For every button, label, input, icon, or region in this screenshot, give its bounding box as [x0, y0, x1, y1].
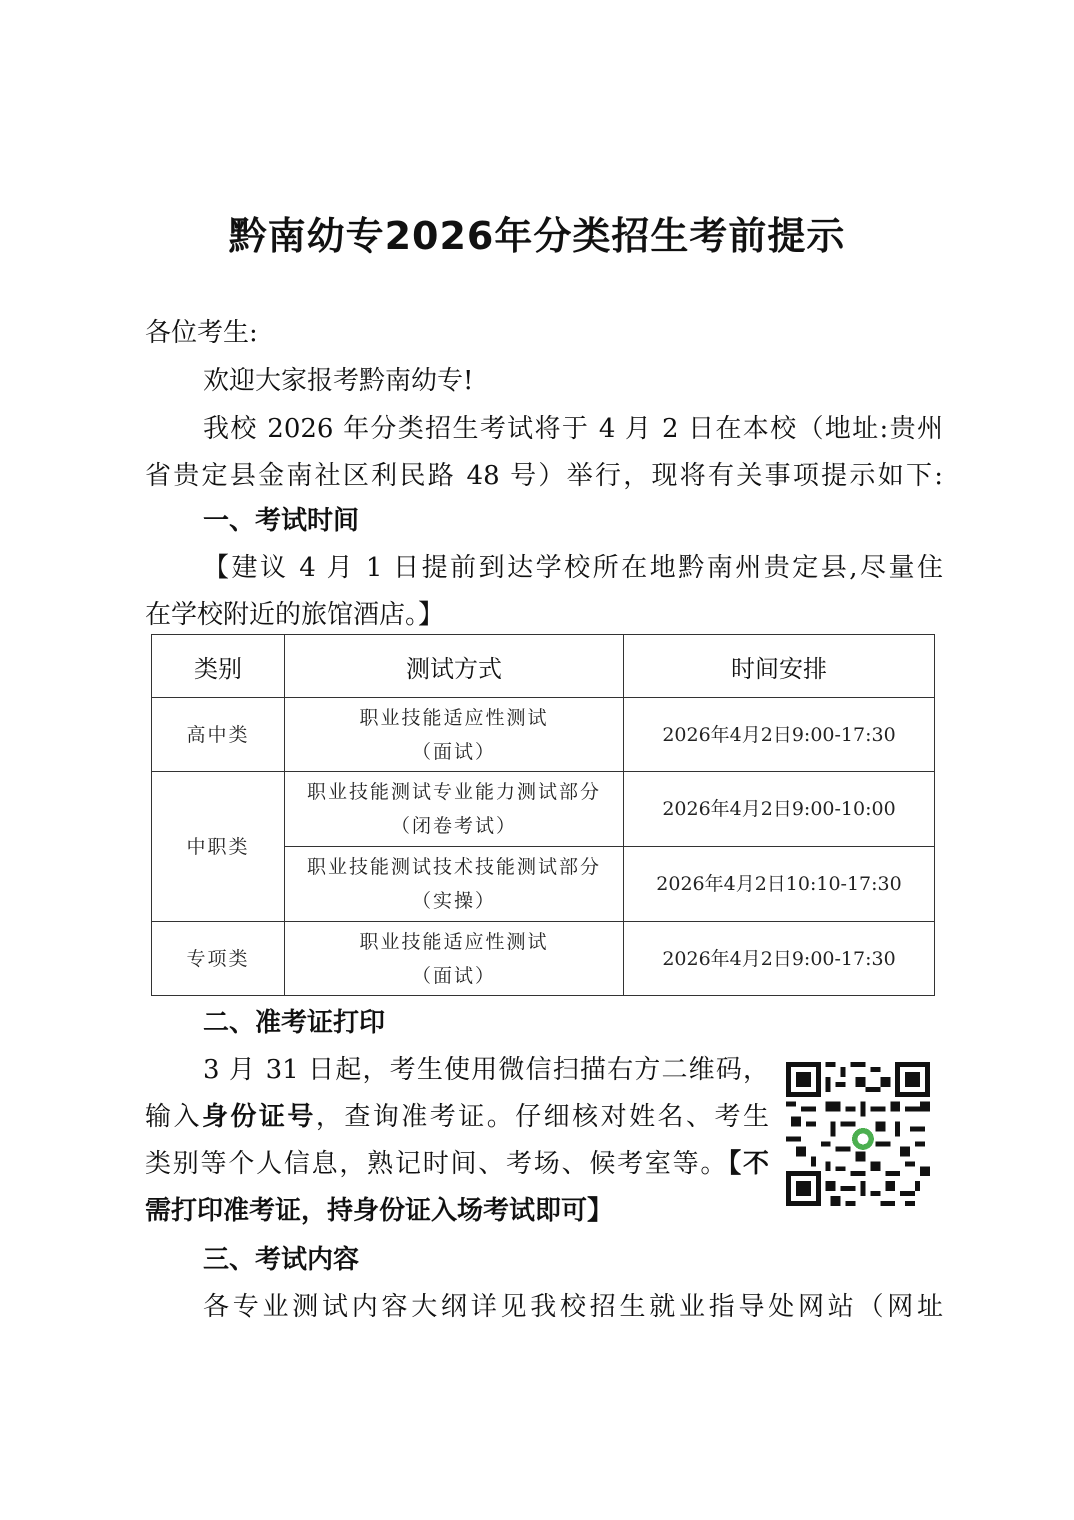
method-text: 职业技能适应性测试 [359, 706, 549, 729]
id-number-emphasis: 身份证号 [201, 1102, 316, 1132]
ticket-line-1: 3 月 31 日起，考生使用微信扫描右方二维码， [203, 1055, 769, 1085]
method-cell [285, 772, 624, 847]
table-row [152, 922, 935, 996]
ticket-line-3-bold: 【不 [728, 1149, 769, 1179]
advice-line-2: 在学校附近的旅馆酒店。】 [145, 600, 445, 630]
method-cell [285, 847, 624, 922]
method-format: （面试） [411, 964, 496, 987]
method-text: 职业技能测试专业能力测试部分 [306, 781, 601, 803]
advice-line-1: 【建议 4 月 1 日提前到达学校所在地黔南州贵定县,尽量住 [203, 553, 943, 583]
ticket-line-3 [145, 1149, 769, 1179]
intro-line-1: 我校 2026 年分类招生考试将于 4 月 2 日在本校（地址:贵州 [203, 414, 943, 444]
method-text: 职业技能适应性测试 [359, 930, 549, 953]
ticket-line-3-pre: 类别等个人信息，熟记时间、考场、候考室等。 [145, 1149, 729, 1179]
category-cell: 高中类 [152, 698, 285, 772]
section-heading-admission-ticket: 二、准考证打印 [203, 1008, 386, 1038]
table-row [152, 698, 935, 772]
ticket-line-4: 需打印准考证，持身份证入场考试即可】 [145, 1196, 614, 1226]
category-cell: 中职类 [152, 772, 285, 922]
method-cell [285, 698, 624, 772]
ticket-line-2 [145, 1102, 769, 1132]
category-cell: 专项类 [152, 922, 285, 996]
welcome-text: 欢迎大家报考黔南幼专! [203, 366, 474, 396]
table-row [152, 772, 935, 847]
table-header-time: 时间安排 [624, 635, 935, 698]
qr-code-icon[interactable] [786, 1062, 930, 1206]
table-header-row [152, 635, 935, 698]
salutation: 各位考生: [145, 318, 258, 348]
time-cell: 2026年4月2日10:10-17:30 [624, 847, 935, 922]
time-cell: 2026年4月2日9:00-10:00 [624, 772, 935, 847]
section-heading-exam-content: 三、考试内容 [203, 1245, 360, 1275]
table-header-category: 类别 [152, 635, 285, 698]
ticket-line-2-post: ，查询准考证。仔细核对姓名、考生 [315, 1102, 769, 1132]
method-format: （实操） [411, 890, 496, 912]
time-cell: 2026年4月2日9:00-17:30 [624, 698, 935, 772]
method-format: （面试） [411, 740, 496, 763]
table-header-method: 测试方式 [285, 635, 624, 698]
method-format: （闭卷考试） [390, 815, 517, 837]
time-cell: 2026年4月2日9:00-17:30 [624, 922, 935, 996]
ticket-line-2-pre: 输入 [145, 1102, 202, 1132]
document-title: 黔南幼专2026年分类招生考前提示 [228, 214, 846, 258]
exam-schedule-table [151, 634, 935, 996]
method-text: 职业技能测试技术技能测试部分 [306, 856, 601, 878]
section-heading-exam-time: 一、考试时间 [203, 506, 360, 536]
intro-line-2: 省贵定县金南社区利民路 48 号）举行，现将有关事项提示如下: [145, 461, 943, 491]
content-line-1: 各专业测试内容大纲详见我校招生就业指导处网站（网址 [203, 1292, 943, 1322]
method-cell [285, 922, 624, 996]
